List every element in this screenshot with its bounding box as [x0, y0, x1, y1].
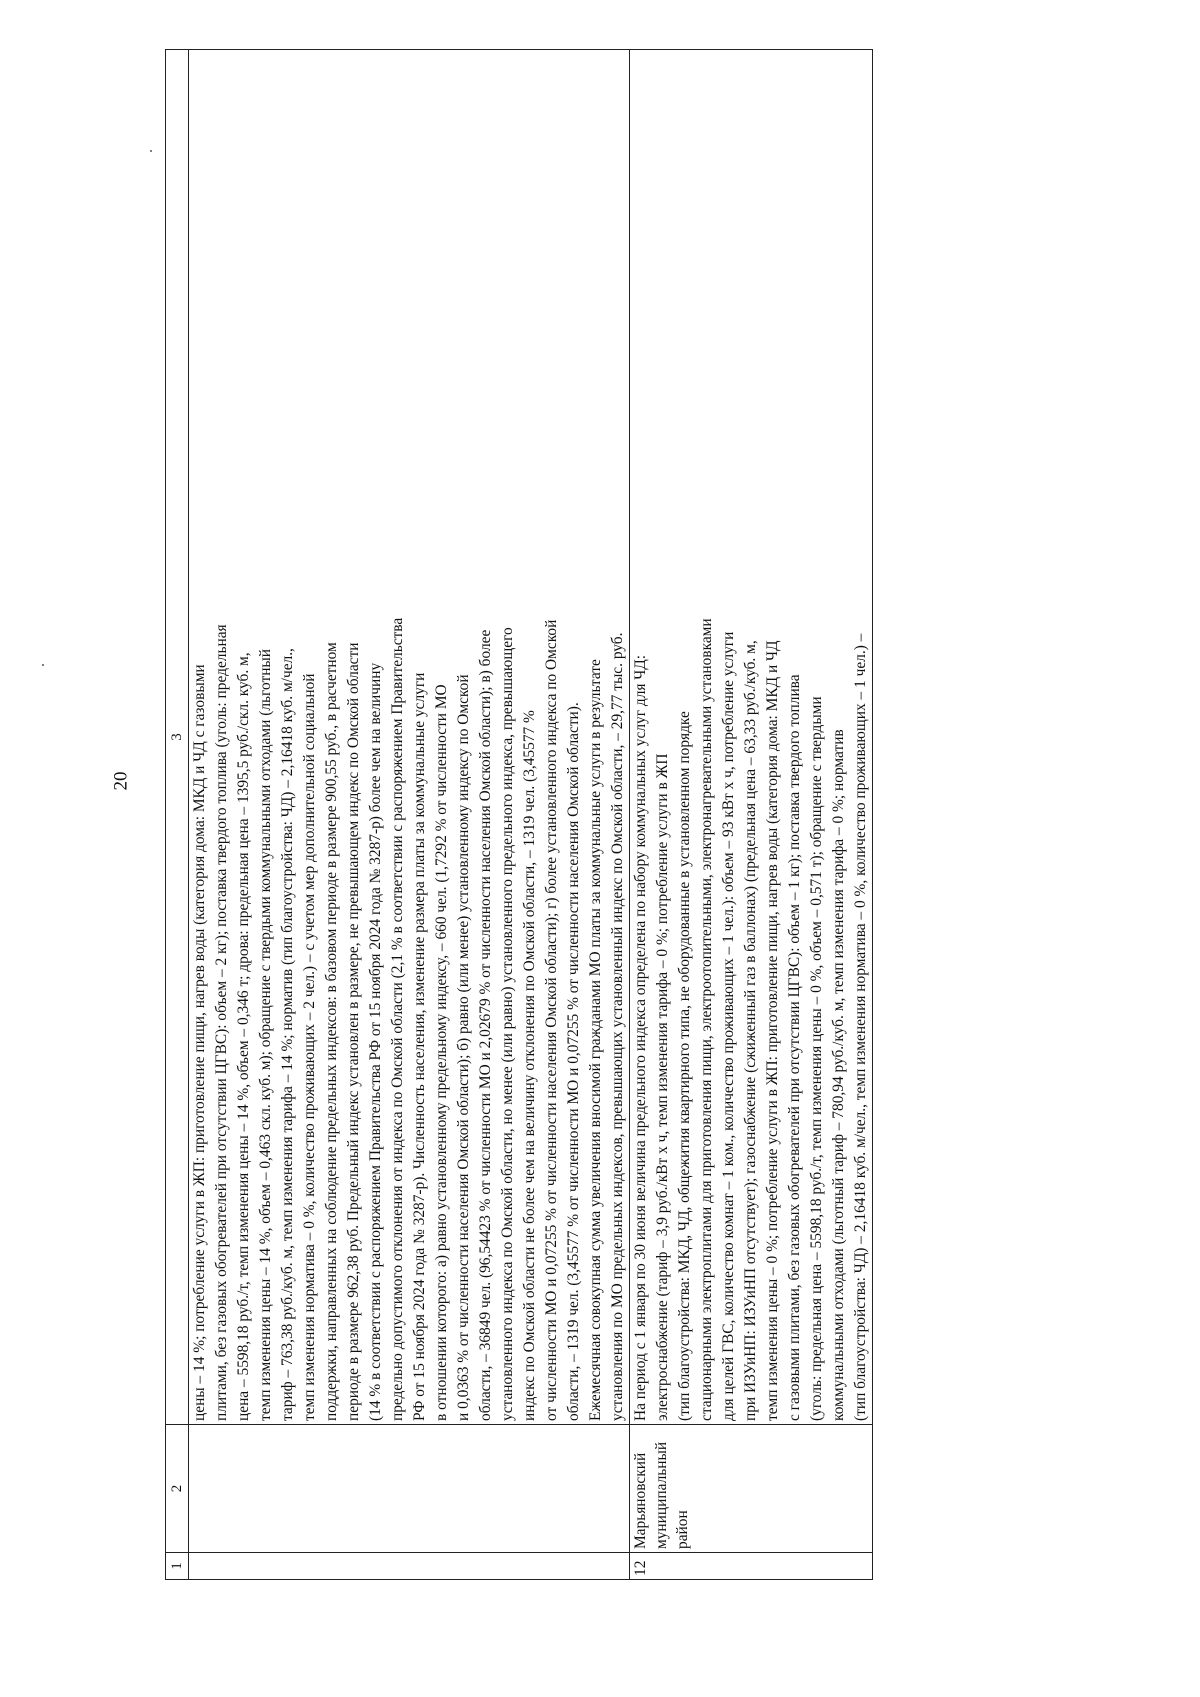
tariff-index-table: [165, 49, 873, 1580]
index-description: [189, 50, 630, 1425]
text-line: и 0,0363 % от численности населения Омской области); б) равно (или менее) установленному индексу по Омской: [455, 674, 472, 1421]
page-number: 20: [110, 771, 132, 791]
text-line: предельно допустимого отклонения от индекса по Омской области (2,1 % в соответствии с распоряжением Правительства: [389, 617, 406, 1421]
text-line: в отношении которого: а) равно установленному предельному индексу, – 660 чел. (1,7292 % от численности МО: [433, 684, 450, 1421]
index-description: [630, 50, 873, 1425]
text-line: индекс по Омской области не более чем на величину отклонения по Омской области, – 1319 чел. (3,45577 %: [521, 710, 538, 1421]
text-line: темп изменения цены – 14 %, объем – 0,463 скл. куб. м); обращение с твердыми коммунальными отходами (льготный: [257, 648, 274, 1421]
table-row-continuation: [189, 50, 630, 1580]
text-line: (14 % в соответствии с распоряжением Правительства РФ от 15 ноября 2024 года № 3287-р) более чем на величину: [367, 662, 384, 1421]
text-line: коммунальными отходами (льготный тариф – 780,94 руб./куб. м, темп изменения тарифа – 0 %; норматив: [830, 729, 847, 1421]
scan-speck: [42, 664, 44, 666]
text-line: цена – 5598,18 руб./т, темп изменения цены – 14 %, объем – 0,346 т; дрова: предельная цена – 1395,5 руб./скл. куб. м,: [235, 652, 252, 1421]
text-line: тариф – 763,38 руб./куб. м, темп изменения тарифа – 14 %; норматив (тип благоустройства: ЧД) – 2,16418 куб. м/чел.,: [279, 648, 296, 1421]
header-cell-3: 3: [166, 50, 189, 1425]
text-line: области, – 1319 чел. (3,45577 % от численности МО и 0,07255 % от численности населения Омской области).: [565, 702, 582, 1421]
rotated-table-container: [165, 50, 869, 1580]
text-line: темп изменения норматива – 0 %, количество проживающих – 2 чел.) – с учетом мер дополнительной социальной: [301, 673, 318, 1421]
text-line: Ежемесячная совокупная сумма увеличения вносимой гражданами МО платы за коммунальные услуги в результате: [587, 659, 604, 1421]
text-line: электроснабжение (тариф – 3,9 руб./кВт х ч, темп изменения тарифа – 0 %; потребление услуги в ЖП: [654, 753, 671, 1421]
row-number: [189, 1553, 630, 1580]
text-line: цены – 14 %; потребление услуги в ЖП: приготовление пищи, нагрев воды (категория дома: МКД и ЧД с газовыми: [191, 664, 208, 1421]
district-name: [189, 1425, 630, 1553]
text-line: установленного индекса по Омской области, но менее (или равно) установленного предельного индекса, превышающего: [499, 627, 516, 1421]
text-line: плитами, без газовых обогревателей при отсутствии ЦГВС): объем – 2 кг); поставка твердого топлива (уголь: предельная: [213, 624, 230, 1421]
table-row-12: [630, 50, 873, 1580]
row-number: 12: [630, 1553, 873, 1580]
text-line: (тип благоустройства: МКД, ЧД, общежития квартирного типа, не оборудованные в установленном порядке: [676, 711, 693, 1421]
text-line: (тип благоустройства: ЧД) – 2,16418 куб. м/чел., темп изменения норматива – 0 %, количество проживающих – 1 чел.) –: [852, 633, 869, 1421]
text-line: с газовыми плитами, без газовых обогревателей при отсутствии ЦГВС): объем – 1 кг); поставка твердого топлива: [786, 674, 803, 1421]
header-cell-2: 2: [166, 1425, 189, 1553]
text-line: темп изменения цены – 0 %; потребление услуги в ЖП: приготовление пищи, нагрев воды (категория дома: МКД и ЧД: [764, 640, 781, 1421]
text-line: установления по МО предельных индексов, превышающих установленный индекс по Омской области, – 29,77 тыс. руб.: [609, 632, 626, 1421]
header-cell-1: 1: [166, 1553, 189, 1580]
table-header-row: [166, 50, 189, 1580]
text-line: стационарными электроплитами для приготовления пищи, электроотопительными, электронагревательными установками: [698, 618, 715, 1421]
scan-speck: [150, 150, 152, 152]
text-line: периоде в размере 962,38 руб. Предельный индекс установлен в размере, не превышающем индекс по Омской области: [345, 642, 362, 1421]
district-name: Марьяновский муниципальный район: [630, 1425, 873, 1553]
text-line: области, – 36849 чел. (96,54423 % от численности МО и 2,02679 % от численности населения Омской области); в) более: [477, 629, 494, 1421]
text-line: (уголь: предельная цена – 5598,18 руб./т, темп изменения цены – 0 %, объем – 0,571 т); обращение с твердыми: [808, 696, 825, 1421]
text-line: для целей ГВС, количество комнат – 1 ком., количество проживающих – 1 чел.): объем – 93 кВт х ч, потребление услуги: [720, 631, 737, 1421]
text-line: от численности МО и 0,07255 % от численности населения Омской области); г) более установленного индекса по Омской: [543, 619, 560, 1421]
text-line: На период с 1 января по 30 июня величина предельного индекса определена по набору коммунальных услуг для ЧД:: [632, 654, 649, 1421]
text-line: поддержки, направленных на соблюдение предельных индексов: в базовом периоде в размере 900,55 руб., в расчетном: [323, 642, 340, 1421]
text-line: при ИЗУиНП: ИЗУиНП отсутствует); газоснабжение (сжиженный газ в баллонах) (предельная цена – 63,33 руб./куб. м,: [742, 640, 759, 1421]
text-line: РФ от 15 ноября 2024 года № 3287-р). Численность населения, изменение размера платы за коммунальные услуги: [411, 672, 428, 1421]
